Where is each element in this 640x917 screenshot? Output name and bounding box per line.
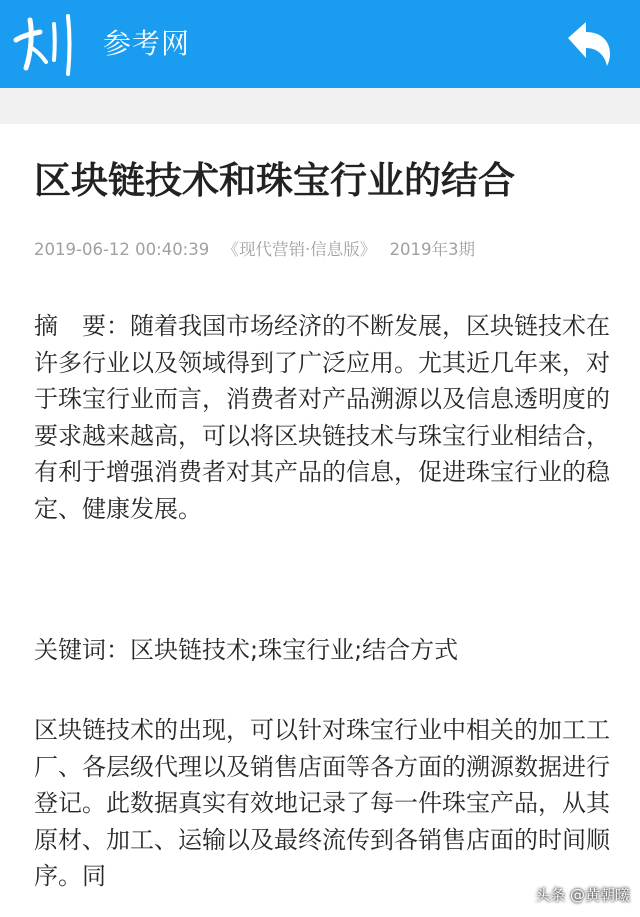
- watermark: 头条 @黄朝曦: [535, 886, 630, 904]
- article-meta: [34, 238, 483, 262]
- article-source: 《现代营销·信息版》: [222, 240, 377, 259]
- brand-calligraphy-logo[interactable]: [12, 10, 78, 78]
- article-keywords: 关键词：区块链技术;珠宝行业;结合方式: [34, 636, 459, 664]
- site-name: 参考网: [103, 27, 191, 60]
- back-button[interactable]: [564, 20, 614, 68]
- article-title: 区块链技术和珠宝行业的结合: [34, 159, 515, 202]
- article-body: 区块链技术的出现，可以针对珠宝行业中相关的加工工厂、各层级代理以及销售店面等各方面的溯源数据进行登记。此数据真实有效地记录了每一件珠宝产品，从其原材、加工、运输以及最终流传到各销售店面的时间顺序。同: [34, 716, 610, 890]
- back-arrow-icon: [564, 20, 614, 68]
- article-abstract: 摘 要：随着我国市场经济的不断发展，区块链技术在许多行业以及领域得到了广泛应用。尤其近几年来，对于珠宝行业而言，消费者对产品溯源以及信息透明度的要求越来越高，可以将区块链技术与珠宝行业相结合，有利于增强消费者对其产品的信息，促进珠宝行业的稳定、健康发展。: [34, 312, 610, 523]
- article-datetime: 2019-06-12 00:40:39: [34, 240, 210, 259]
- top-bar: [0, 0, 640, 88]
- header-divider: [0, 88, 640, 124]
- article-issue: 2019年3期: [389, 240, 475, 259]
